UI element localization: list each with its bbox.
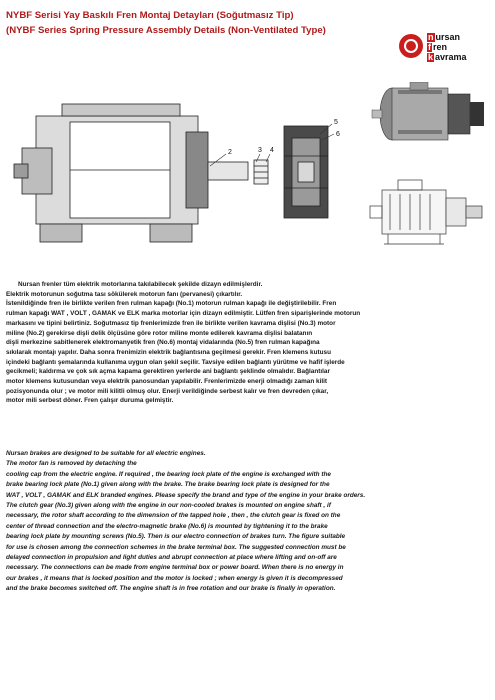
text-line: pozisyonunda olur ; ve motor mili kilitli olmuş olur. Enerji verildiğinde serbest kalır ve fren devreden çıkar, bbox=[6, 387, 329, 395]
text-line: sıkılarak montajı yapılır. Daha sonra frenimizin elektrik bağlantısına geçilmesi gerekir. Fren klemens kutusu bbox=[6, 348, 331, 356]
logo-text-1: ursan bbox=[435, 32, 461, 42]
text-line: for use is chosen among the connection schemes in the brake terminal box. The suggested connection must be bbox=[6, 543, 346, 551]
electromagnetic-brake bbox=[284, 126, 328, 218]
text-line: İstenildiğinde fren ile birlikte verilen fren rulman kapağı (No.1) motorun rulman kapağı ile değiştirilebilir. Fren bbox=[6, 300, 337, 308]
text-line: Nursan brakes are designed to be suitable for all electric engines. bbox=[6, 450, 206, 457]
assembly-drawing bbox=[0, 82, 495, 272]
text-line: motor mili serbest döner. Fren çalışır duruma gelmiştir. bbox=[6, 397, 174, 405]
text-line: center of thread connection and the electro-magnetic brake (No.6) is mounted by tightening it to the brake bbox=[6, 522, 328, 530]
logo-line-2 bbox=[427, 43, 447, 52]
text-line: Nursan frenler tüm elektrik motorlarına takılabilecek şekilde dizayn edilmişlerdir. bbox=[18, 281, 263, 288]
logo-line-3 bbox=[427, 53, 467, 62]
text-line: cooling cap from the electric engine. If required , the bearing lock plate of the engine is exchanged with the bbox=[6, 470, 331, 478]
callout-6: 6 bbox=[336, 131, 340, 138]
callout-4: 4 bbox=[270, 147, 274, 154]
motor-cross-section bbox=[14, 104, 248, 242]
description-turkish bbox=[6, 280, 490, 406]
text-line: necessary. The connections can be made from engine terminal box or power board. When there is no energy in bbox=[6, 564, 344, 572]
motor-render-image bbox=[372, 82, 484, 140]
text-line: gecikmeli; kaldırma ve çok sık açma kapama gerektiren yerlerde ani bağlantı şeklinde olmalıdır. Bağlantılar bbox=[6, 368, 330, 376]
motor-outline-drawing bbox=[370, 180, 482, 244]
callout-5: 5 bbox=[334, 119, 338, 126]
text-line: and the brake becomes switched off. The engine shaft is in free rotation and our brake is finally in operation. bbox=[6, 585, 336, 593]
logo-text-3: avrama bbox=[435, 52, 467, 62]
logo-emblem-icon bbox=[399, 34, 423, 58]
title-english: (NYBF Series Spring Pressure Assembly Details (Non-Ventilated Type) bbox=[6, 25, 326, 36]
nursan-logo bbox=[399, 33, 485, 63]
text-line: markasını ve tipini belirtiniz. Soğutmasız tip frenlerimizde fren ile birlikte verilen kavrama dişlisi (No.3) motor bbox=[6, 319, 336, 327]
text-line: WAT , VOLT , GAMAK and ELK branded engines. Please specify the brand and type of the engine in your brake orders. bbox=[6, 491, 366, 499]
callout-2: 2 bbox=[228, 149, 232, 156]
logo-line-1 bbox=[427, 33, 460, 42]
title-turkish: NYBF Serisi Yay Baskılı Fren Montaj Detayları (Soğutmasız Tip) bbox=[6, 10, 294, 21]
logo-initial-2: f bbox=[428, 42, 431, 52]
text-line: rulman kapağı WAT , VOLT , GAMAK ve ELK marka motorlar için dizayn edilmiştir. Lütfen fren siparişlerinde motorun bbox=[6, 310, 361, 318]
text-line: brake bearing lock plate (No.1) given along with the brake. The brake bearing lock plate is designed for the bbox=[6, 481, 330, 489]
text-line: motor klemens kutusundan veya elektrik panosundan yapılabilir. Frenlerimizde enerji olmadığı zaman kilit bbox=[6, 378, 328, 386]
text-line: bearing lock plate by mounting screws (No.5). Then is our electro connection of brakes turn. The figure suitable bbox=[6, 533, 346, 541]
text-line: necessary, the rotor shaft according to the dimension of the tapped hole , then , the clutch gear is fixed on the bbox=[6, 512, 341, 520]
text-line: Elektrik motorunun soğutma tası sökülerek motorun fanı (pervanesi) çıkartılır. bbox=[6, 290, 243, 298]
logo-initial-1: n bbox=[428, 32, 434, 42]
text-line: dişli merkezine sabitlenerek elektromanyetik fren (No.6) montaj vidalarında (No.5) fren rulman kapağına bbox=[6, 339, 320, 347]
text-line: miline (No.2) gerekirse dişli delik ölçüsüne göre rotor miline monte edilerek kavrama dişlisi balatanın bbox=[6, 329, 313, 337]
text-line: delayed connection in propulsion and light duties and abrupt connection at place where lifting and on-off are bbox=[6, 554, 337, 562]
text-line: The motor fan is removed by detaching the bbox=[6, 460, 137, 468]
text-line: our brakes , it means that is locked position and the motor is locked ; when energy is given it is decompressed bbox=[6, 574, 343, 582]
logo-text-2: ren bbox=[433, 42, 448, 52]
description-english bbox=[6, 449, 490, 595]
text-line: içindeki bağlantı şemalarında kullanıma uygun olan şekil seçilir. Tavsiye edilen bağlantı yürütme ve hafif işlerde bbox=[6, 358, 345, 366]
logo-initial-3: k bbox=[428, 52, 434, 62]
callout-3: 3 bbox=[258, 147, 262, 154]
text-line: The clutch gear (No.3) given along with the engine in our non-cooled brakes is mounted on engine shaft , if bbox=[6, 502, 331, 510]
clutch-gear bbox=[254, 160, 268, 184]
